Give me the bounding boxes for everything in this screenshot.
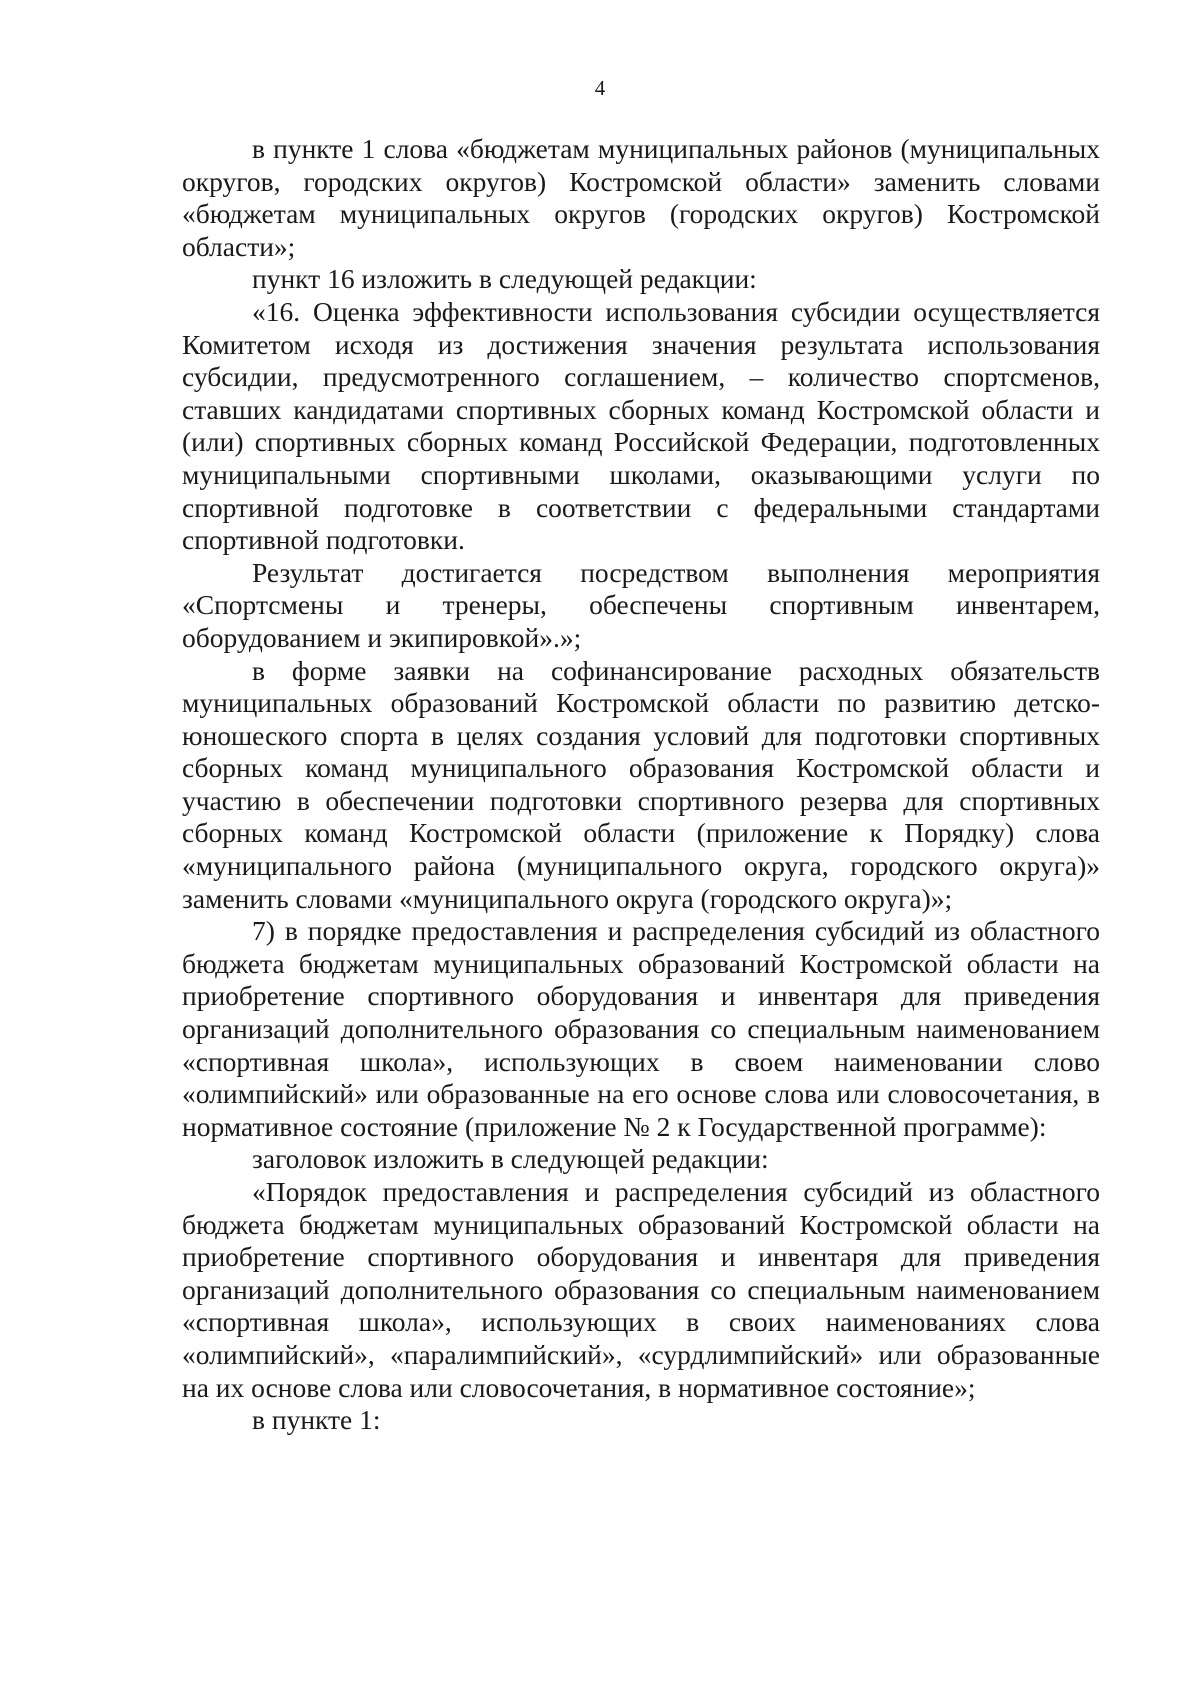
paragraph-8-heading-text: «Порядок предоставления и распределения субсидий из областного бюджета бюджетам муниципальных образований Костромской области на приобретение спортивного оборудования и инвентаря для приведения организаций дополнительного образования со специальным наименованием «спортивная школа», использующих в своих наименованиях слова «олимпийский», «паралимпийский», «сурдлимпийский» или образованные на их основе слова или словосочетания, в нормативное состояние»;	[182, 1176, 1100, 1403]
paragraph-1-amend-point-1: в пункте 1 слова «бюджетам муниципальных районов (муниципальных округов, городских округов) Костромской области» заменить словами «бюджетам муниципальных округов (городских округов) Костромской области»;	[182, 133, 1100, 262]
paragraph-9-point-1: в пункте 1:	[252, 1404, 381, 1436]
paragraph-7-heading-intro: заголовок изложить в следующей редакции:	[252, 1143, 769, 1175]
document-body	[182, 133, 1100, 1437]
paragraph-6-item-7: 7) в порядке предоставления и распределения субсидий из областного бюджета бюджетам муниципальных образований Костромской области на приобретение спортивного оборудования и инвентаря для приведения организаций дополнительного образования со специальным наименованием «спортивная школа», использующих в своем наименовании слово «олимпийский» или образованные на его основе слова или словосочетания, в нормативное состояние (приложение № 2 к Государственной программе):	[182, 915, 1100, 1142]
paragraph-2-point-16-intro: пункт 16 изложить в следующей редакции:	[252, 263, 757, 295]
paragraph-3-point-16-text: «16. Оценка эффективности использования субсидии осуществляется Комитетом исходя из достижения значения результата использования субсидии, предусмотренного соглашением, – количество спортсменов, ставших кандидатами спортивных сборных команд Костромской области и (или) спортивных сборных команд Российской Федерации, подготовленных муниципальными спортивными школами, оказывающими услуги по спортивной подготовке в соответствии с федеральными стандартами спортивной подготовки.	[182, 295, 1100, 556]
paragraph-5-application-form: в форме заявки на софинансирование расходных обязательств муниципальных образований Костромской области по развитию детско-юношеского спорта в целях создания условий для подготовки спортивных сборных команд муниципального образования Костромской области и участию в обеспечении подготовки спортивного резерва для спортивных сборных команд Костромской области (приложение к Порядку) слова «муниципального района (муниципального округа, городского округа)» заменить словами «муниципального округа (городского округа)»;	[182, 654, 1100, 914]
paragraph-4-result: Результат достигается посредством выполнения мероприятия «Спортсмены и тренеры, обеспечены спортивным инвентарем, оборудованием и экипировкой».»;	[182, 556, 1100, 653]
page-number: 4	[594, 76, 606, 100]
